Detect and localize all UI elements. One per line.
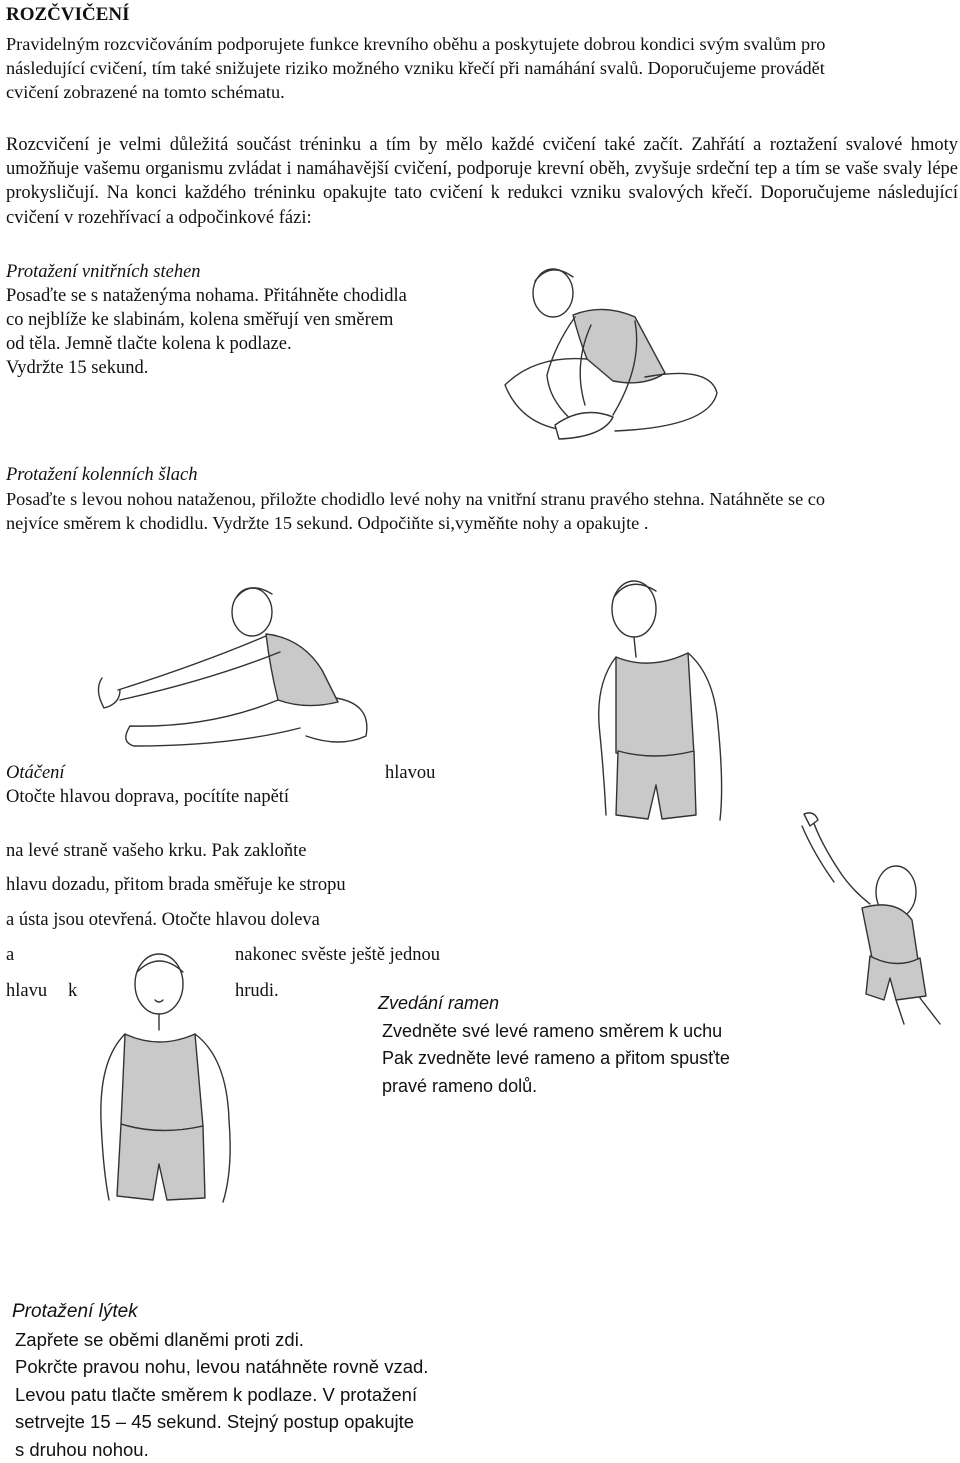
shoulder-lift-line: pravé rameno dolů. [378, 1073, 730, 1101]
shoulder-lift-heading: Zvedání ramen [378, 990, 730, 1018]
inner-thigh-heading: Protažení vnitřních stehen [6, 260, 407, 284]
calf-stretch-line: Zapřete se oběmi dlaněmi proti zdi. [12, 1326, 428, 1354]
head-turn-line: k [68, 979, 77, 1003]
shoulder-lift-section [378, 990, 730, 1100]
calf-stretch-line: setrvejte 15 – 45 sekund. Stejný postup opakujte [12, 1408, 428, 1436]
head-turn-line: hlavu dozadu, přitom brada směřuje ke stropu [6, 873, 346, 897]
inner-thigh-stretch-illustration [495, 255, 725, 455]
inner-thigh-line: od těla. Jemně tlačte kolena k podlaze. [6, 332, 407, 356]
head-turn-line: na levé straně vašeho krku. Pak zakloňte [6, 839, 307, 863]
calf-stretch-heading: Protažení lýtek [12, 1298, 428, 1326]
warmup-paragraph [6, 133, 958, 230]
shoulder-lift-line: Zvedněte své levé rameno směrem k uchu [378, 1018, 730, 1046]
shoulder-lift-illustration [95, 950, 270, 1205]
calf-stretch-line: Pokrčte pravou nohu, levou natáhněte rovně vzad. [12, 1353, 428, 1381]
page-title: ROZČVIČENÍ [6, 4, 130, 26]
head-turn-illustration [590, 575, 750, 840]
intro-line: Pravidelným rozcvičováním podporujete funkce krevního oběhu a poskytujete dobrou kondici svým svalům pro [6, 32, 960, 56]
hamstring-section [6, 463, 825, 535]
warmup-sentence: Doporučujeme následující cvičení v rozehřívací a odpočinkové fázi: [6, 183, 958, 227]
intro-paragraph [6, 32, 960, 104]
head-turn-line: a ústa jsou otevřená. Otočte hlavou doleva [6, 908, 320, 932]
calf-stretch-illustration [800, 812, 960, 1027]
warmup-sentence: Zahřátí a roztažení svalové hmoty umožňuje vašemu organismu zvládat i namáhavější cvičení, podporuje krevní oběh, zvyšuje srdeční tep a tím se vaše svaly lépe prokysličují. [6, 135, 958, 203]
calf-stretch-section [12, 1298, 428, 1463]
head-turn-heading-right: hlavou [385, 761, 435, 785]
warmup-sentence: Na konci každého tréninku opakujte tato cvičení k redukci vzniku svalových křečí. [107, 183, 753, 203]
inner-thigh-line: co nejblíže ke slabinám, kolena směřují ven směrem [6, 308, 407, 332]
head-turn-line: Otočte hlavou doprava, pocítíte napětí [6, 785, 289, 809]
warmup-sentence: Rozcvičení je velmi důležitá součást tréninku a tím by mělo každé cvičení také začít. [6, 135, 683, 155]
head-turn-heading: Otáčení [6, 761, 65, 785]
head-turn-line: a [6, 943, 14, 967]
hamstring-line: nejvíce směrem k chodidlu. Vydržte 15 sekund. Odpočiňte si,vyměňte nohy a opakujte . [6, 511, 825, 535]
calf-stretch-line: Levou patu tlačte směrem k podlaze. V protažení [12, 1381, 428, 1409]
head-turn-line: hrudi. [235, 979, 279, 1003]
intro-line: cvičení zobrazené na tomto schématu. [6, 80, 960, 104]
intro-line: následující cvičení, tím také snižujete riziko možného vzniku křečí při namáhání svalů. Doporučujeme provádět [6, 56, 960, 80]
calf-stretch-line: s druhou nohou. [12, 1436, 428, 1463]
hamstring-heading: Protažení kolenních šlach [6, 463, 825, 487]
hamstring-stretch-illustration [90, 578, 375, 758]
head-turn-line: nakonec svěste ještě jednou [235, 943, 440, 967]
shoulder-lift-line: Pak zvedněte levé rameno a přitom spusťte [378, 1045, 730, 1073]
inner-thigh-line: Posaďte se s nataženýma nohama. Přitáhněte chodidla [6, 284, 407, 308]
hamstring-line: Posaďte s levou nohou nataženou, přiložte chodidlo levé nohy na vnitřní stranu pravého stehna. Natáhněte se co [6, 487, 825, 511]
inner-thigh-section [6, 260, 407, 380]
inner-thigh-line: Vydržte 15 sekund. [6, 356, 407, 380]
head-turn-line: hlavu [6, 979, 47, 1003]
